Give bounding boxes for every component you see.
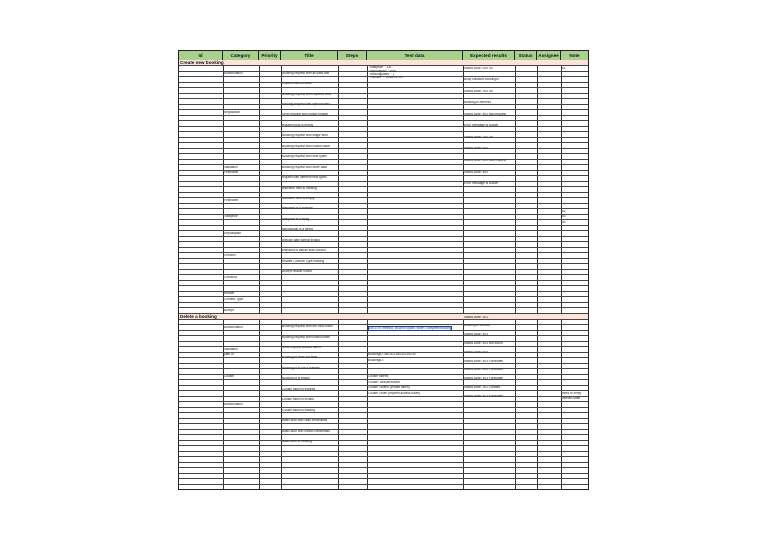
expected-cell: Status code: 403 Forbidden xyxy=(464,377,504,381)
header-id: Id xyxy=(179,51,223,60)
title-cell: Booking request with field types xyxy=(282,155,327,159)
category-cell: Validation xyxy=(224,347,238,351)
category-cell: Negotiation xyxy=(224,110,241,114)
title-cell: Send request without token xyxy=(282,346,321,350)
test-data-cell: Cookie Tokens (Invalid token) xyxy=(368,386,410,390)
test-data-cell: "bookingdates" : { xyxy=(369,72,394,76)
header-status: Status xyxy=(515,51,537,60)
title-cell: Basic auth is missing xyxy=(282,440,312,444)
header-steps: Steps xyxy=(338,51,367,60)
note-cell: deleted state xyxy=(562,397,581,401)
expected-cell: Status code: 200 OK xyxy=(464,89,494,93)
expected-cell: Status code: 200 OK xyxy=(464,135,494,139)
expected-cell: Body contains bookingid xyxy=(464,78,499,82)
title-cell: Basic auth with invalid credentials xyxy=(282,429,330,433)
note-cell: o1 xyxy=(562,66,566,70)
test-data-cell: "checkin" : "2018-01-01", xyxy=(369,76,405,79)
title-cell: checkin date format invalid xyxy=(282,238,320,242)
header-expected-results: Expected results xyxy=(463,51,515,60)
header-title: Title xyxy=(281,51,338,60)
title-cell: Cookie token is invalid xyxy=(282,398,314,402)
expected-cell: Status code: 403 Forbidden xyxy=(464,368,504,372)
expected-cell: Status code: 400 Bad request xyxy=(464,112,506,116)
title-cell: request without token xyxy=(282,82,313,86)
category-cell: Depositpaid xyxy=(224,231,241,235)
expected-cell: Booking is deleted xyxy=(464,324,491,328)
title-cell: Booking id is empty xyxy=(282,377,310,381)
category-cell: Accept xyxy=(224,308,234,312)
title-cell: Booking request with the valid token xyxy=(282,325,334,329)
title-cell: depositpaid is a string xyxy=(282,228,313,232)
title-cell: firstname field is missing xyxy=(282,186,317,190)
header-category: Category xyxy=(223,51,259,60)
expected-cell: Status code: 201 xyxy=(464,315,488,319)
category-cell: path id xyxy=(224,353,234,357)
category-cell: Validation xyxy=(224,165,238,169)
expected-cell: Status code: 200 OK xyxy=(464,66,494,70)
header-priority: Priority xyxy=(259,51,281,60)
category-cell: Firstname xyxy=(224,171,239,175)
category-cell: Firstname xyxy=(224,198,239,202)
test-data-cell: BookingID: xyxy=(368,358,384,362)
title-cell: checkout is earlier than checkin xyxy=(282,249,327,253)
title-cell: request with different field types xyxy=(282,176,327,180)
category-cell: Authorization xyxy=(224,72,243,76)
title-cell: Cookie token is expired xyxy=(282,387,316,391)
category-cell: Checkout xyxy=(224,275,238,279)
table-row xyxy=(179,308,588,314)
header-test-data: Test data xyxy=(367,51,463,60)
header-note: Note xyxy=(569,53,580,58)
expected-cell: Status code: 405 xyxy=(464,350,488,354)
test-data-cell: Cookie: 4ea4a94d64ef xyxy=(368,380,401,384)
note-cell: o4 xyxy=(562,220,566,224)
category-cell: Authorization xyxy=(224,402,243,406)
expected-cell: Status code: 403 Forbidden xyxy=(464,359,504,363)
category-cell: Totalprice xyxy=(224,215,238,219)
title-cell: Header Content-Type missing xyxy=(282,259,325,263)
title-cell: totalprice is a string xyxy=(282,217,310,221)
title-cell: Booking request with other data xyxy=(282,165,327,169)
test-data-cell: BookingID: 881301.88130294230 xyxy=(368,353,416,357)
expected-cell: Status code: 201 Created xyxy=(464,385,501,389)
category-cell: Authorization xyxy=(224,325,243,329)
title-cell: Basic auth with valid credentials xyxy=(282,419,328,423)
category-cell: Checkin xyxy=(224,253,236,257)
expected-cell: Status code: 403 Forbidden xyxy=(464,394,504,398)
title-cell: Accept header invalid xyxy=(282,270,313,274)
title-cell: Booking request with required field xyxy=(282,92,331,96)
test-case-spreadsheet xyxy=(178,50,589,490)
title-cell: Cookie token is missing xyxy=(282,408,316,412)
test-data-cell: DELETE method, BEARER/path, token, complete/booking xyxy=(369,325,452,330)
test-data-cell: "totalprice" : 111, xyxy=(369,66,393,70)
expected-cell: Error message is shown xyxy=(464,124,499,128)
section-delete-booking: Delete a booking xyxy=(179,314,588,320)
category-cell: Cookie xyxy=(224,375,234,379)
title-cell: Booking request with all valid and xyxy=(282,71,330,75)
title-cell: firstname is a number xyxy=(282,207,313,211)
title-cell: Booking request with invalid token xyxy=(282,335,331,339)
note-cell: o3 xyxy=(562,215,566,219)
expected-cell: Status code: 404 Not found xyxy=(464,341,503,345)
category-cell: Header xyxy=(224,292,235,296)
test-data-cell: Cookie tokens xyxy=(368,375,389,379)
title-cell: booking request with optional field xyxy=(282,102,331,106)
title-cell: request body is empty xyxy=(282,123,314,127)
category-cell: Content-Type xyxy=(224,297,244,301)
expected-cell: Booking is returned xyxy=(464,101,492,105)
expected-cell: Status code: 500 xyxy=(464,147,488,151)
table-row xyxy=(179,479,588,485)
expected-cell: Error message is shown xyxy=(464,182,499,186)
title-cell: Booking request with invalid value xyxy=(282,144,331,148)
note-cell: o2 xyxy=(562,209,566,213)
expected-cell: Status code: 403 xyxy=(464,333,488,337)
test-data-cell: "depositpaid" : true, xyxy=(369,69,397,73)
title-cell: Booking request with single field xyxy=(282,134,328,138)
test-data-cell: Cookie Token (expired access token) xyxy=(368,391,421,395)
title-cell: Send request with invalid header xyxy=(282,113,329,117)
header-assignee: Assignee xyxy=(537,51,561,60)
expected-cell: Status code: 400 Bad request xyxy=(464,159,506,162)
expected-cell: Status code: 400 xyxy=(464,170,488,174)
title-cell: Booking id is not a number xyxy=(282,366,320,370)
title-cell: Booking id does not exist xyxy=(282,356,318,360)
note-cell: need to verify xyxy=(562,391,582,395)
section-create-booking: Create new booking xyxy=(179,60,588,66)
title-cell: firstname field is empty xyxy=(282,197,315,201)
